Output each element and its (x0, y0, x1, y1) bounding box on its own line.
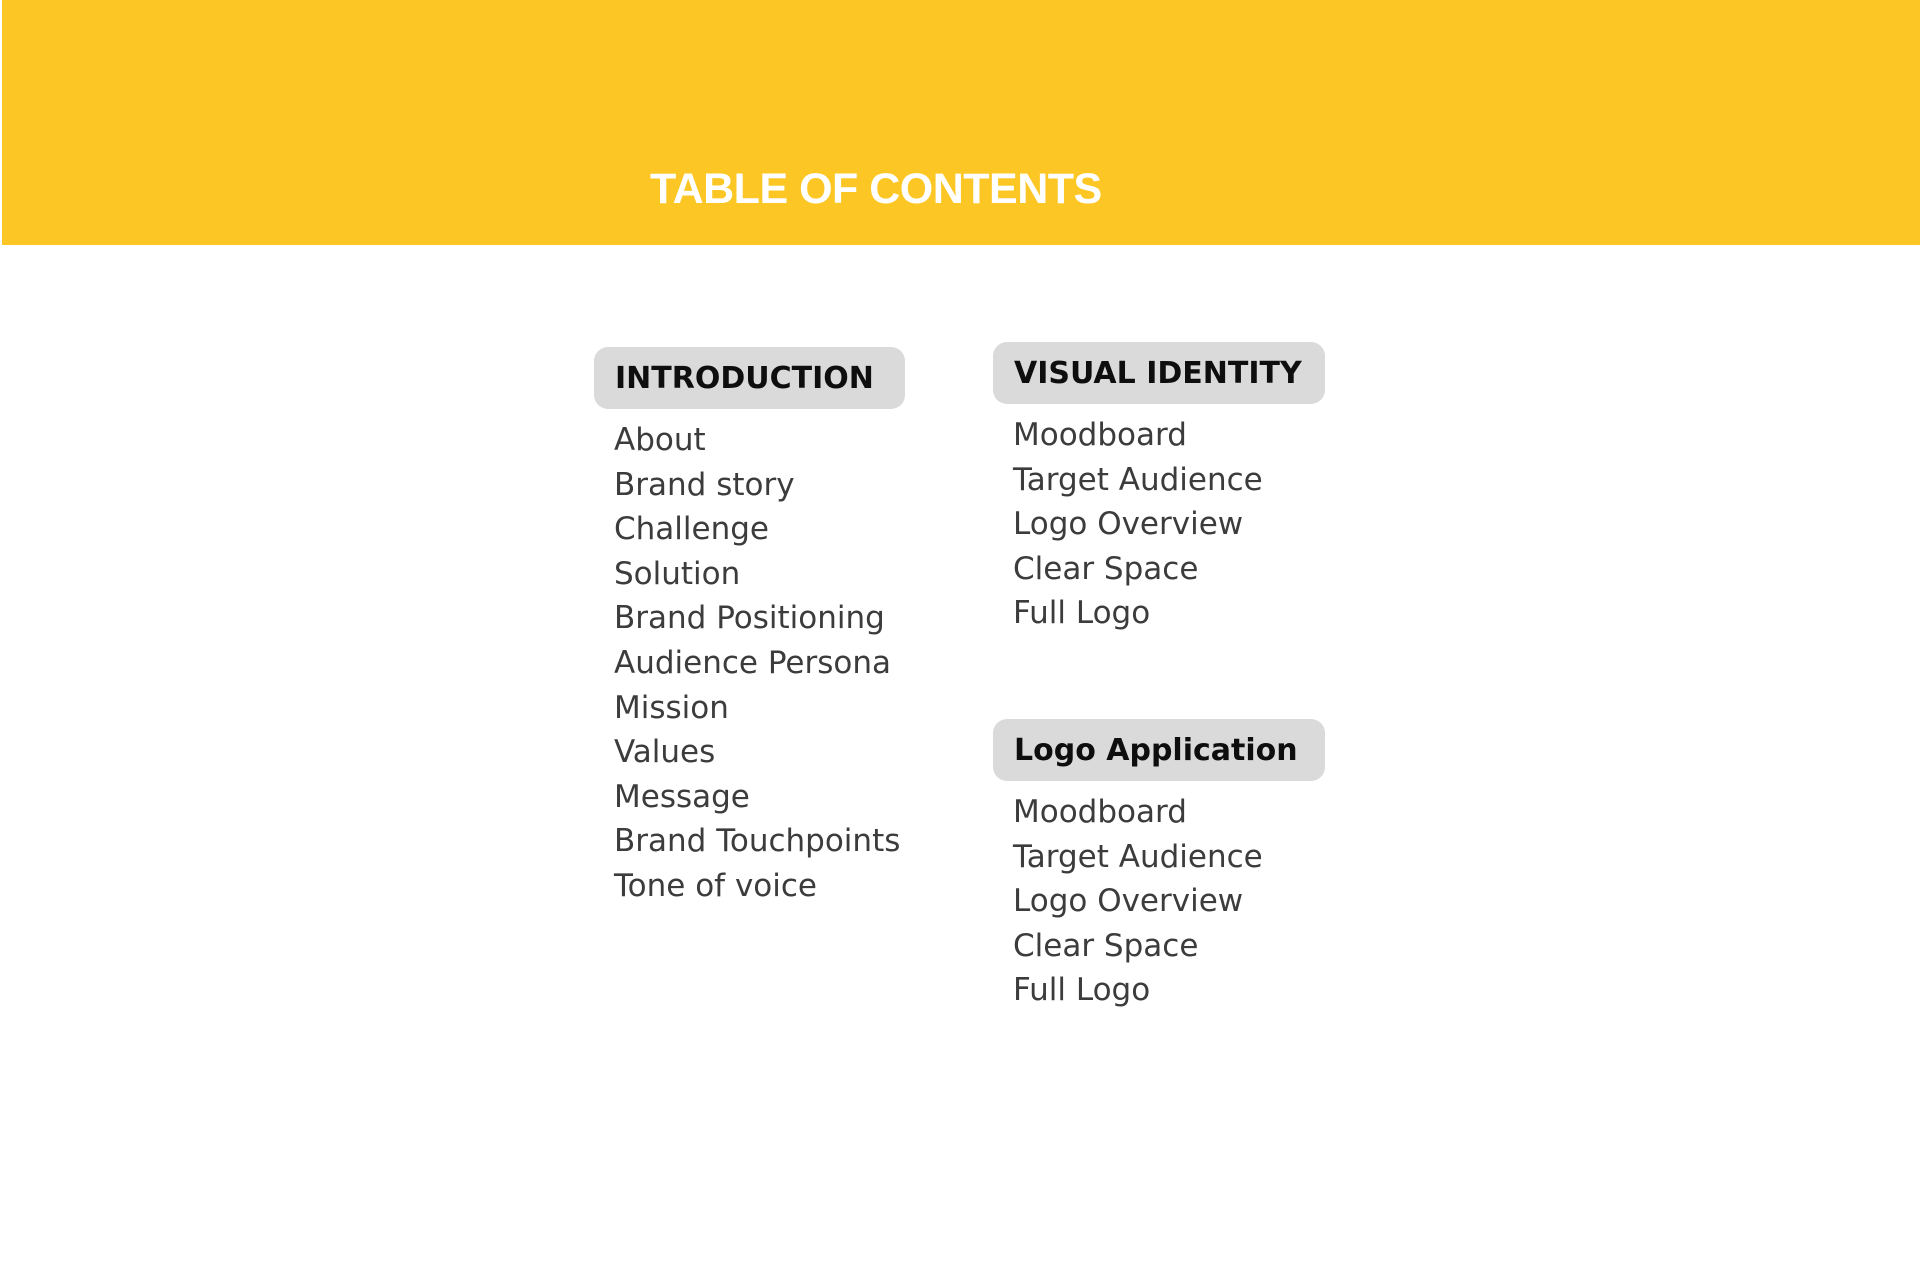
toc-item-full-logo[interactable]: Full Logo (1013, 972, 1151, 1009)
visual-identity-list (993, 413, 1325, 636)
toc-item-values[interactable]: Values (614, 734, 716, 771)
toc-item-about[interactable]: About (614, 422, 706, 458)
header-banner (2, 0, 1920, 245)
toc-item-moodboard[interactable]: Moodboard (1013, 417, 1187, 453)
toc-item-tone-of-voice[interactable]: Tone of voice (614, 867, 817, 904)
toc-item-logo-overview[interactable]: Logo Overview (1013, 883, 1244, 920)
toc-item-brand-positioning[interactable]: Brand Positioning (614, 600, 885, 637)
section-heading-introduction: INTRODUCTION (594, 347, 905, 409)
section-logo-application (993, 719, 1325, 1013)
introduction-list (594, 418, 905, 909)
toc-item-logo-overview[interactable]: Logo Overview (1013, 506, 1244, 543)
toc-item-brand-touchpoints[interactable]: Brand Touchpoints (614, 823, 901, 860)
toc-item-mission[interactable]: Mission (614, 689, 729, 726)
toc-item-full-logo[interactable]: Full Logo (1013, 595, 1151, 632)
toc-item-clear-space[interactable]: Clear Space (1013, 927, 1199, 964)
section-heading-visual-identity: VISUAL IDENTITY (993, 342, 1325, 404)
section-visual-identity (993, 342, 1325, 636)
toc-item-message[interactable]: Message (614, 778, 750, 815)
toc-item-audience-persona[interactable]: Audience Persona (614, 644, 892, 681)
toc-item-moodboard[interactable]: Moodboard (1013, 794, 1187, 830)
toc-item-solution[interactable]: Solution (614, 555, 741, 592)
logo-application-list (993, 790, 1325, 1013)
toc-item-target-audience[interactable]: Target Audience (1013, 461, 1263, 498)
toc-item-challenge[interactable]: Challenge (614, 511, 769, 548)
toc-item-clear-space[interactable]: Clear Space (1013, 550, 1199, 587)
toc-item-brand-story[interactable]: Brand story (614, 466, 795, 503)
section-introduction (594, 347, 905, 909)
toc-item-target-audience[interactable]: Target Audience (1013, 838, 1263, 875)
section-heading-logo-application: Logo Application (993, 719, 1325, 781)
page-title: TABLE OF CONTENTS (650, 165, 1102, 213)
